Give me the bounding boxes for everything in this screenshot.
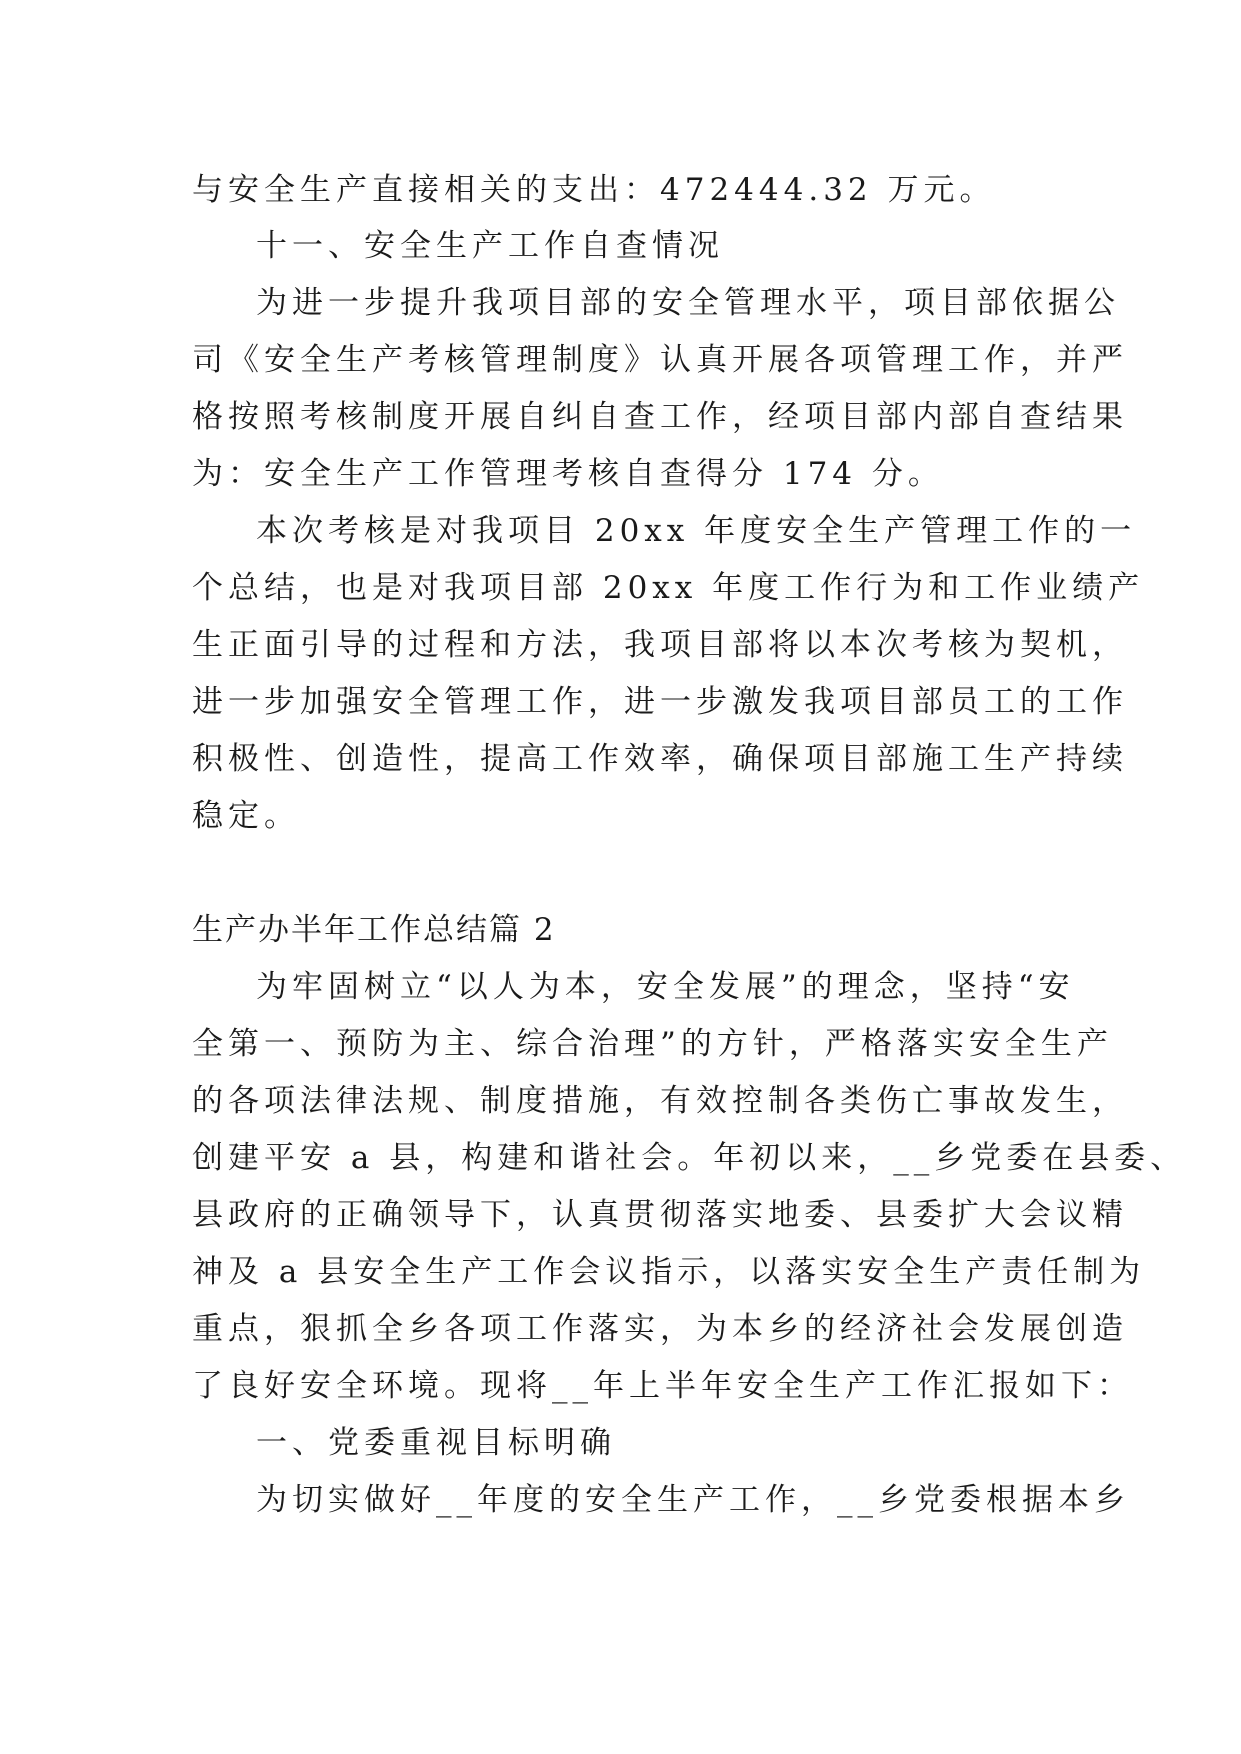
paragraph-line: 积极性、创造性，提高工作效率，确保项目部施工生产持续 (192, 741, 1128, 777)
paragraph-line: 神及 a 县安全生产工作会议指示，以落实安全生产责任制为 (192, 1254, 1146, 1290)
paragraph-line: 为牢固树立“以人为本，安全发展”的理念，坚持“安 (256, 969, 1075, 1005)
paragraph-line: 的各项法律法规、制度措施，有效控制各类伤亡事故发生， (192, 1083, 1128, 1119)
section-heading: 十一、安全生产工作自查情况 (256, 228, 724, 264)
article-title: 生产办半年工作总结篇 2 (192, 912, 556, 948)
paragraph-line: 创建平安 a 县，构建和谐社会。年初以来，__乡党委在县委、 (192, 1140, 1187, 1176)
paragraph-line: 与安全生产直接相关的支出：472444.32 万元。 (192, 172, 996, 208)
paragraph-line: 为切实做好__年度的安全生产工作，__乡党委根据本乡 (256, 1482, 1130, 1518)
paragraph-line: 为进一步提升我项目部的安全管理水平，项目部依据公 (256, 285, 1120, 321)
section-heading: 一、党委重视目标明确 (256, 1425, 616, 1461)
paragraph-line: 本次考核是对我项目 20xx 年度安全生产管理工作的一 (256, 513, 1137, 549)
paragraph-line: 生正面引导的过程和方法，我项目部将以本次考核为契机， (192, 627, 1128, 663)
paragraph-line: 进一步加强安全管理工作，进一步激发我项目部员工的工作 (192, 684, 1128, 720)
paragraph-line: 了良好安全环境。现将__年上半年安全生产工作汇报如下： (192, 1368, 1133, 1404)
paragraph-line: 重点，狠抓全乡各项工作落实，为本乡的经济社会发展创造 (192, 1311, 1128, 1347)
paragraph-line: 稳定。 (192, 798, 300, 834)
paragraph-line: 全第一、预防为主、综合治理”的方针，严格落实安全生产 (192, 1026, 1113, 1062)
paragraph-line: 司《安全生产考核管理制度》认真开展各项管理工作，并严 (192, 342, 1128, 378)
paragraph-line: 为：安全生产工作管理考核自查得分 174 分。 (192, 456, 944, 492)
paragraph-line: 个总结，也是对我项目部 20xx 年度工作行为和工作业绩产 (192, 570, 1145, 606)
paragraph-line: 格按照考核制度开展自纠自查工作，经项目部内部自查结果 (192, 399, 1128, 435)
paragraph-line: 县政府的正确领导下，认真贯彻落实地委、县委扩大会议精 (192, 1197, 1128, 1233)
